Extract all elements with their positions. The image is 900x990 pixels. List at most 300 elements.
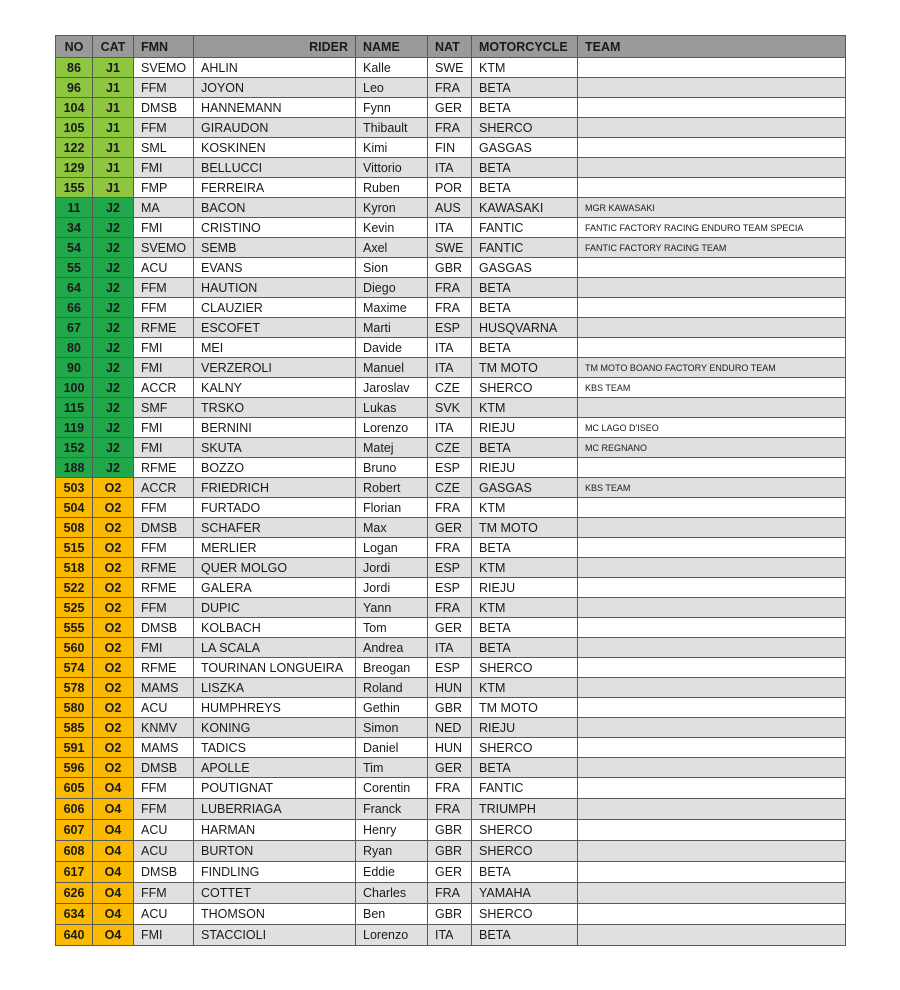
category-badge: O4 <box>93 820 134 841</box>
nationality-cell: SWE <box>428 238 472 258</box>
table-row <box>56 738 846 758</box>
rider-surname-cell: AHLIN <box>194 58 356 78</box>
rider-number: 606 <box>56 799 93 820</box>
rider-surname-cell: TOURINAN LONGUEIRA <box>194 658 356 678</box>
rider-surname-cell: HAUTION <box>194 278 356 298</box>
rider-number: 64 <box>56 278 93 298</box>
table-row <box>56 678 846 698</box>
rider-surname-cell: CLAUZIER <box>194 298 356 318</box>
table-row <box>56 398 846 418</box>
category-badge: J1 <box>93 158 134 178</box>
category-badge: O4 <box>93 841 134 862</box>
federation-cell: KNMV <box>134 718 194 738</box>
rider-surname-cell: ESCOFET <box>194 318 356 338</box>
table-row <box>56 883 846 904</box>
federation-cell: FMI <box>134 638 194 658</box>
motorcycle-cell: BETA <box>472 862 578 883</box>
rider-firstname-cell: Vittorio <box>356 158 428 178</box>
federation-cell: DMSB <box>134 862 194 883</box>
federation-cell: FMI <box>134 438 194 458</box>
category-badge: J1 <box>93 118 134 138</box>
federation-cell: ACU <box>134 258 194 278</box>
rider-firstname-cell: Kevin <box>356 218 428 238</box>
nationality-cell: FRA <box>428 78 472 98</box>
rider-number: 188 <box>56 458 93 478</box>
rider-firstname-cell: Ryan <box>356 841 428 862</box>
category-badge: J2 <box>93 238 134 258</box>
nationality-cell: ITA <box>428 218 472 238</box>
header-cat: CAT <box>93 36 134 58</box>
rider-surname-cell: TADICS <box>194 738 356 758</box>
rider-firstname-cell: Florian <box>356 498 428 518</box>
rider-surname-cell: HARMAN <box>194 820 356 841</box>
nationality-cell: SWE <box>428 58 472 78</box>
rider-number: 122 <box>56 138 93 158</box>
rider-surname-cell: LISZKA <box>194 678 356 698</box>
rider-number: 34 <box>56 218 93 238</box>
header-no: NO <box>56 36 93 58</box>
rider-surname-cell: KOSKINEN <box>194 138 356 158</box>
header-row <box>56 36 846 58</box>
rider-firstname-cell: Lorenzo <box>356 925 428 946</box>
rider-number: 574 <box>56 658 93 678</box>
nationality-cell: FRA <box>428 799 472 820</box>
category-badge: J2 <box>93 418 134 438</box>
federation-cell: FFM <box>134 598 194 618</box>
rider-firstname-cell: Simon <box>356 718 428 738</box>
federation-cell: FMI <box>134 218 194 238</box>
category-badge: J2 <box>93 458 134 478</box>
table-row <box>56 178 846 198</box>
team-cell: MGR KAWASAKI <box>578 198 846 218</box>
rider-number: 54 <box>56 238 93 258</box>
rider-firstname-cell: Jordi <box>356 578 428 598</box>
header-team: TEAM <box>578 36 846 58</box>
rider-firstname-cell: Franck <box>356 799 428 820</box>
rider-surname-cell: HANNEMANN <box>194 98 356 118</box>
rider-number: 67 <box>56 318 93 338</box>
rider-number: 608 <box>56 841 93 862</box>
table-row <box>56 718 846 738</box>
team-cell <box>578 558 846 578</box>
motorcycle-cell: SHERCO <box>472 738 578 758</box>
federation-cell: DMSB <box>134 618 194 638</box>
team-cell <box>578 738 846 758</box>
category-badge: J1 <box>93 78 134 98</box>
motorcycle-cell: KAWASAKI <box>472 198 578 218</box>
federation-cell: RFME <box>134 458 194 478</box>
category-badge: O4 <box>93 925 134 946</box>
federation-cell: ACU <box>134 698 194 718</box>
table-row <box>56 841 846 862</box>
nationality-cell: GER <box>428 862 472 883</box>
federation-cell: FMI <box>134 158 194 178</box>
category-badge: J2 <box>93 258 134 278</box>
rider-firstname-cell: Tom <box>356 618 428 638</box>
rider-number: 80 <box>56 338 93 358</box>
team-cell: FANTIC FACTORY RACING ENDURO TEAM SPECIA <box>578 218 846 238</box>
team-cell: MC LAGO D'ISEO <box>578 418 846 438</box>
rider-firstname-cell: Gethin <box>356 698 428 718</box>
motorcycle-cell: GASGAS <box>472 478 578 498</box>
nationality-cell: GBR <box>428 904 472 925</box>
entry-list-table <box>55 35 846 946</box>
rider-number: 66 <box>56 298 93 318</box>
table-row <box>56 518 846 538</box>
rider-surname-cell: CRISTINO <box>194 218 356 238</box>
team-cell <box>578 718 846 738</box>
category-badge: O2 <box>93 738 134 758</box>
team-cell <box>578 618 846 638</box>
rider-firstname-cell: Logan <box>356 538 428 558</box>
table-row <box>56 138 846 158</box>
nationality-cell: FRA <box>428 598 472 618</box>
motorcycle-cell: BETA <box>472 278 578 298</box>
motorcycle-cell: FANTIC <box>472 778 578 799</box>
team-cell <box>578 158 846 178</box>
rider-number: 591 <box>56 738 93 758</box>
header-motorcycle: MOTORCYCLE <box>472 36 578 58</box>
nationality-cell: CZE <box>428 378 472 398</box>
category-badge: O2 <box>93 618 134 638</box>
table-row <box>56 298 846 318</box>
category-badge: O2 <box>93 718 134 738</box>
nationality-cell: ESP <box>428 658 472 678</box>
rider-firstname-cell: Jordi <box>356 558 428 578</box>
rider-firstname-cell: Axel <box>356 238 428 258</box>
table-row <box>56 758 846 778</box>
rider-firstname-cell: Yann <box>356 598 428 618</box>
rider-surname-cell: QUER MOLGO <box>194 558 356 578</box>
motorcycle-cell: HUSQVARNA <box>472 318 578 338</box>
motorcycle-cell: SHERCO <box>472 904 578 925</box>
team-cell <box>578 458 846 478</box>
team-cell <box>578 178 846 198</box>
motorcycle-cell: BETA <box>472 298 578 318</box>
table-row <box>56 78 846 98</box>
motorcycle-cell: BETA <box>472 618 578 638</box>
rider-firstname-cell: Jaroslav <box>356 378 428 398</box>
team-cell <box>578 138 846 158</box>
rider-firstname-cell: Henry <box>356 820 428 841</box>
rider-number: 617 <box>56 862 93 883</box>
motorcycle-cell: RIEJU <box>472 418 578 438</box>
table-row <box>56 238 846 258</box>
rider-firstname-cell: Thibault <box>356 118 428 138</box>
rider-surname-cell: MERLIER <box>194 538 356 558</box>
rider-surname-cell: POUTIGNAT <box>194 778 356 799</box>
nationality-cell: GER <box>428 618 472 638</box>
motorcycle-cell: TM MOTO <box>472 518 578 538</box>
category-badge: J2 <box>93 398 134 418</box>
table-row <box>56 378 846 398</box>
federation-cell: MAMS <box>134 738 194 758</box>
motorcycle-cell: KTM <box>472 598 578 618</box>
rider-firstname-cell: Davide <box>356 338 428 358</box>
rider-number: 522 <box>56 578 93 598</box>
nationality-cell: GER <box>428 518 472 538</box>
table-row <box>56 598 846 618</box>
table-row <box>56 618 846 638</box>
rider-surname-cell: SCHAFER <box>194 518 356 538</box>
category-badge: J1 <box>93 178 134 198</box>
team-cell <box>578 398 846 418</box>
rider-firstname-cell: Matej <box>356 438 428 458</box>
rider-surname-cell: TRSKO <box>194 398 356 418</box>
nationality-cell: HUN <box>428 678 472 698</box>
nationality-cell: GER <box>428 758 472 778</box>
team-cell <box>578 925 846 946</box>
team-cell <box>578 258 846 278</box>
team-cell <box>578 578 846 598</box>
table-row <box>56 278 846 298</box>
category-badge: J1 <box>93 98 134 118</box>
motorcycle-cell: BETA <box>472 158 578 178</box>
federation-cell: FMP <box>134 178 194 198</box>
rider-surname-cell: FURTADO <box>194 498 356 518</box>
table-row <box>56 58 846 78</box>
team-cell <box>578 78 846 98</box>
motorcycle-cell: SHERCO <box>472 658 578 678</box>
category-badge: J2 <box>93 198 134 218</box>
rider-number: 155 <box>56 178 93 198</box>
rider-surname-cell: GIRAUDON <box>194 118 356 138</box>
table-row <box>56 862 846 883</box>
federation-cell: ACU <box>134 820 194 841</box>
motorcycle-cell: BETA <box>472 338 578 358</box>
nationality-cell: ESP <box>428 458 472 478</box>
header-name: NAME <box>356 36 428 58</box>
category-badge: J2 <box>93 438 134 458</box>
table-row <box>56 578 846 598</box>
rider-firstname-cell: Kimi <box>356 138 428 158</box>
rider-firstname-cell: Sion <box>356 258 428 278</box>
rider-surname-cell: FRIEDRICH <box>194 478 356 498</box>
rider-firstname-cell: Eddie <box>356 862 428 883</box>
rider-surname-cell: LA SCALA <box>194 638 356 658</box>
motorcycle-cell: BETA <box>472 438 578 458</box>
nationality-cell: FIN <box>428 138 472 158</box>
table-row <box>56 358 846 378</box>
federation-cell: FMI <box>134 925 194 946</box>
team-cell <box>578 58 846 78</box>
rider-firstname-cell: Roland <box>356 678 428 698</box>
motorcycle-cell: BETA <box>472 538 578 558</box>
motorcycle-cell: KTM <box>472 498 578 518</box>
team-cell <box>578 338 846 358</box>
rider-surname-cell: SKUTA <box>194 438 356 458</box>
motorcycle-cell: FANTIC <box>472 218 578 238</box>
table-row <box>56 658 846 678</box>
federation-cell: FFM <box>134 298 194 318</box>
nationality-cell: NED <box>428 718 472 738</box>
rider-surname-cell: FERREIRA <box>194 178 356 198</box>
team-cell <box>578 518 846 538</box>
category-badge: O2 <box>93 478 134 498</box>
rider-surname-cell: BELLUCCI <box>194 158 356 178</box>
federation-cell: SMF <box>134 398 194 418</box>
motorcycle-cell: BETA <box>472 925 578 946</box>
category-badge: J2 <box>93 298 134 318</box>
rider-surname-cell: STACCIOLI <box>194 925 356 946</box>
category-badge: O2 <box>93 658 134 678</box>
category-badge: O4 <box>93 883 134 904</box>
federation-cell: MA <box>134 198 194 218</box>
category-badge: J2 <box>93 318 134 338</box>
rider-firstname-cell: Lorenzo <box>356 418 428 438</box>
category-badge: J2 <box>93 218 134 238</box>
category-badge: O4 <box>93 904 134 925</box>
federation-cell: ACCR <box>134 478 194 498</box>
table-row <box>56 799 846 820</box>
category-badge: O2 <box>93 518 134 538</box>
motorcycle-cell: TM MOTO <box>472 358 578 378</box>
table-row <box>56 478 846 498</box>
rider-firstname-cell: Daniel <box>356 738 428 758</box>
rider-firstname-cell: Kalle <box>356 58 428 78</box>
nationality-cell: GBR <box>428 841 472 862</box>
rider-number: 504 <box>56 498 93 518</box>
rider-number: 503 <box>56 478 93 498</box>
nationality-cell: FRA <box>428 498 472 518</box>
category-badge: J1 <box>93 138 134 158</box>
rider-surname-cell: HUMPHREYS <box>194 698 356 718</box>
table-row <box>56 218 846 238</box>
rider-firstname-cell: Bruno <box>356 458 428 478</box>
federation-cell: SVEMO <box>134 238 194 258</box>
rider-firstname-cell: Corentin <box>356 778 428 799</box>
table-row <box>56 925 846 946</box>
motorcycle-cell: TM MOTO <box>472 698 578 718</box>
rider-surname-cell: SEMB <box>194 238 356 258</box>
category-badge: O2 <box>93 698 134 718</box>
motorcycle-cell: KTM <box>472 558 578 578</box>
federation-cell: FFM <box>134 778 194 799</box>
nationality-cell: GBR <box>428 258 472 278</box>
motorcycle-cell: GASGAS <box>472 138 578 158</box>
nationality-cell: FRA <box>428 538 472 558</box>
federation-cell: FMI <box>134 418 194 438</box>
rider-surname-cell: BACON <box>194 198 356 218</box>
category-badge: J2 <box>93 358 134 378</box>
rider-firstname-cell: Kyron <box>356 198 428 218</box>
rider-number: 607 <box>56 820 93 841</box>
team-cell <box>578 862 846 883</box>
federation-cell: RFME <box>134 578 194 598</box>
motorcycle-cell: RIEJU <box>472 718 578 738</box>
team-cell <box>578 318 846 338</box>
team-cell: TM MOTO BOANO FACTORY ENDURO TEAM <box>578 358 846 378</box>
motorcycle-cell: BETA <box>472 178 578 198</box>
rider-number: 115 <box>56 398 93 418</box>
federation-cell: FFM <box>134 799 194 820</box>
motorcycle-cell: SHERCO <box>472 841 578 862</box>
category-badge: O4 <box>93 799 134 820</box>
motorcycle-cell: KTM <box>472 678 578 698</box>
team-cell <box>578 638 846 658</box>
table-row <box>56 258 846 278</box>
nationality-cell: FRA <box>428 298 472 318</box>
nationality-cell: FRA <box>428 778 472 799</box>
rider-firstname-cell: Charles <box>356 883 428 904</box>
rider-number: 515 <box>56 538 93 558</box>
rider-number: 100 <box>56 378 93 398</box>
table-row <box>56 458 846 478</box>
nationality-cell: HUN <box>428 738 472 758</box>
rider-firstname-cell: Diego <box>356 278 428 298</box>
team-cell <box>578 538 846 558</box>
rider-firstname-cell: Max <box>356 518 428 538</box>
team-cell <box>578 678 846 698</box>
rider-number: 86 <box>56 58 93 78</box>
rider-number: 555 <box>56 618 93 638</box>
rider-firstname-cell: Tim <box>356 758 428 778</box>
federation-cell: SML <box>134 138 194 158</box>
rider-surname-cell: KONING <box>194 718 356 738</box>
nationality-cell: GER <box>428 98 472 118</box>
federation-cell: ACU <box>134 904 194 925</box>
team-cell: MC REGNANO <box>578 438 846 458</box>
team-cell <box>578 98 846 118</box>
rider-number: 104 <box>56 98 93 118</box>
federation-cell: RFME <box>134 318 194 338</box>
nationality-cell: GBR <box>428 698 472 718</box>
rider-surname-cell: APOLLE <box>194 758 356 778</box>
federation-cell: DMSB <box>134 758 194 778</box>
team-cell: KBS TEAM <box>578 378 846 398</box>
nationality-cell: ITA <box>428 158 472 178</box>
rider-number: 105 <box>56 118 93 138</box>
rider-surname-cell: MEI <box>194 338 356 358</box>
federation-cell: SVEMO <box>134 58 194 78</box>
table-row <box>56 438 846 458</box>
motorcycle-cell: BETA <box>472 758 578 778</box>
category-badge: O4 <box>93 778 134 799</box>
nationality-cell: FRA <box>428 118 472 138</box>
federation-cell: ACU <box>134 841 194 862</box>
motorcycle-cell: BETA <box>472 98 578 118</box>
header-nat: NAT <box>428 36 472 58</box>
team-cell <box>578 841 846 862</box>
rider-number: 96 <box>56 78 93 98</box>
rider-number: 580 <box>56 698 93 718</box>
header-fmn: FMN <box>134 36 194 58</box>
team-cell <box>578 498 846 518</box>
federation-cell: FFM <box>134 538 194 558</box>
category-badge: O2 <box>93 598 134 618</box>
rider-number: 508 <box>56 518 93 538</box>
team-cell <box>578 118 846 138</box>
rider-number: 560 <box>56 638 93 658</box>
federation-cell: FMI <box>134 358 194 378</box>
table-row <box>56 198 846 218</box>
motorcycle-cell: FANTIC <box>472 238 578 258</box>
team-cell <box>578 598 846 618</box>
category-badge: J1 <box>93 58 134 78</box>
category-badge: J2 <box>93 338 134 358</box>
federation-cell: ACCR <box>134 378 194 398</box>
nationality-cell: CZE <box>428 438 472 458</box>
rider-firstname-cell: Breogan <box>356 658 428 678</box>
team-cell <box>578 820 846 841</box>
team-cell: FANTIC FACTORY RACING TEAM <box>578 238 846 258</box>
rider-firstname-cell: Fynn <box>356 98 428 118</box>
motorcycle-cell: TRIUMPH <box>472 799 578 820</box>
table-row <box>56 338 846 358</box>
rider-surname-cell: COTTET <box>194 883 356 904</box>
federation-cell: DMSB <box>134 98 194 118</box>
rider-number: 626 <box>56 883 93 904</box>
